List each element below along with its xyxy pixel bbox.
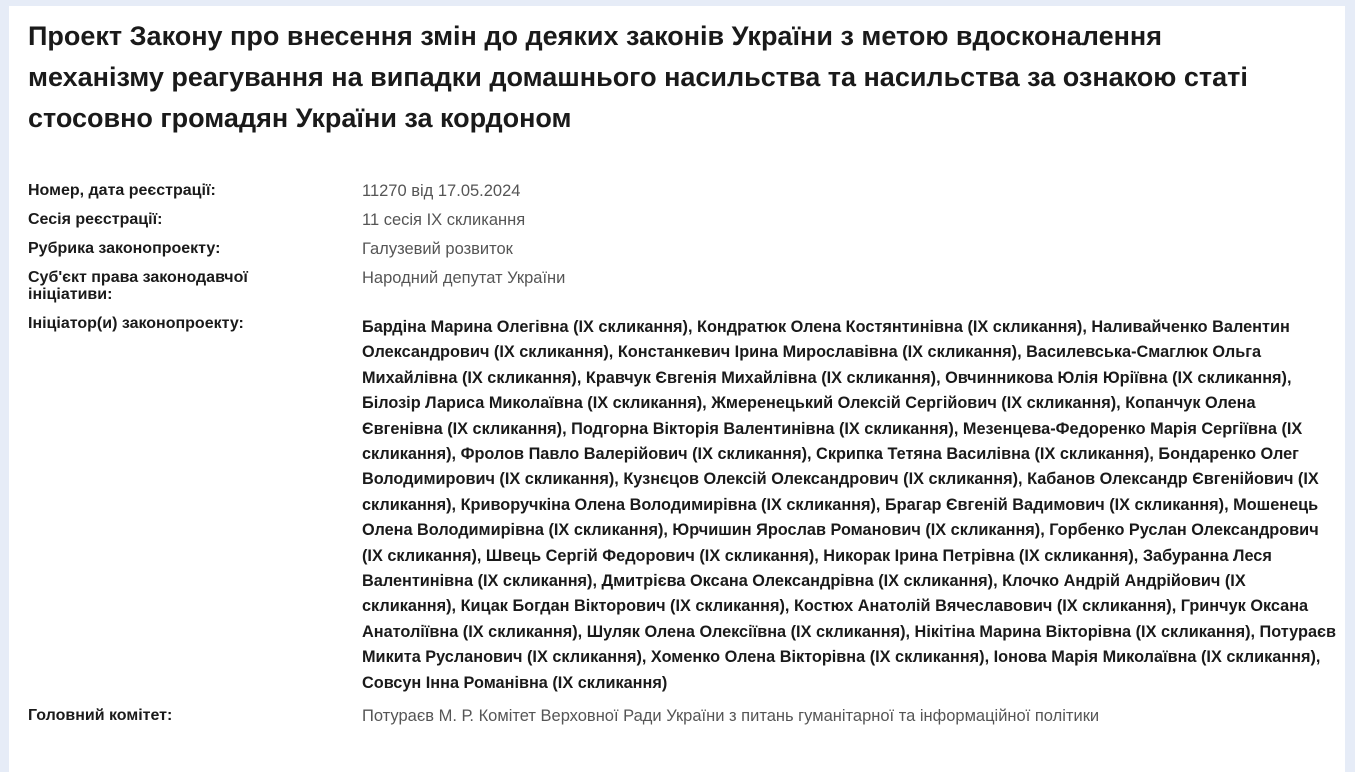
rubric-row: [28, 240, 1338, 260]
rubric-label: Рубрика законопроекту:: [28, 240, 221, 257]
subject-value: Народний депутат України: [362, 269, 566, 287]
page-frame-top: [0, 0, 1355, 6]
committee-label: Головний комітет:: [28, 707, 173, 725]
subject-row: [28, 269, 1338, 303]
bill-title: Проект Закону про внесення змін до деяких законів України з метою вдосконалення механізму реагування на випадки домашнього насильства та насильства за ознакою статі стосовно громадян України за кордоном: [28, 21, 1248, 133]
bill-properties: [28, 182, 1338, 736]
bill-card: [28, 16, 1338, 726]
initiators-label: Ініціатор(и) законопроекту:: [28, 315, 244, 332]
committee-row: [28, 707, 1338, 727]
session-row: [28, 211, 1338, 231]
page-frame-right: [1345, 0, 1355, 772]
initiators-row: [28, 315, 1338, 696]
session-value: 11 сесія IX скликання: [362, 211, 526, 229]
initiators-value: Бардіна Марина Олегівна (IX скликання), Кондратюк Олена Костянтинівна (IX скликання), Наливайченко Валентин Олександрович (IX скликання), Констанкевич Ірина Мирославівна (IX скликання), Василевська-Смаглюк Ольга Михайлівна (IX скликання), Кравчук Євгенія Михайлівна (IX скликання), Овчинникова Юлія Юріївна (IX скликання), Білозір Лариса Миколаївна (IX скликання), Жмеренецький Олексій Сергійович (IX скликання), Копанчук Олена Євгенівна (IX скликання), Подгорна Вікторія Валентинівна (IX скликання), Мезенцева-Федоренко Марія Сергіївна (IX скликання), Фролов Павло Валерійович (IX скликання), Скрипка Тетяна Василівна (IX скликання), Бондаренко Олег Володимирович (IX скликання), Кузнєцов Олексій Олександрович (IX скликання), Кабанов Олександр Євгенійович (IX скликання), Криворучкіна Олена Володимирівна (IX скликання), Брагар Євгеній Вадимович (IX скликання), Мошенець Олена Володимирівна (IX скликання), Юрчишин Ярослав Романович (IX скликання), Горбенко Руслан Олександрович (IX скликання), Швець Сергій Федорович (IX скликання), Никорак Ірина Петрівна (IX скликання), Забуранна Леся Валентинівна (IX скликання), Дмитрієва Оксана Олександрівна (IX скликання), Клочко Андрій Андрійович (IX скликання), Кицак Богдан Вікторович (IX скликання), Костюх Анатолій Вячеславович (IX скликання), Гринчук Оксана Анатоліївна (IX скликання), Шуляк Олена Олексіївна (IX скликання), Нікітіна Марина Вікторівна (IX скликання), Потураєв Микита Русланович (IX скликання), Хоменко Олена Вікторівна (IX скликання), Іонова Марія Миколаївна (IX скликання), Совсун Інна Романівна (IX скликання): [362, 318, 1337, 692]
subject-label: Суб'єкт права законодавчої ініціативи:: [28, 269, 248, 303]
registration-value: 11270 від 17.05.2024: [362, 182, 521, 200]
page-frame-left: [0, 0, 9, 772]
registration-label: Номер, дата реєстрації:: [28, 182, 216, 199]
rubric-value: Галузевий розвиток: [362, 240, 513, 258]
registration-row: [28, 182, 1338, 202]
committee-value: Потураєв М. Р. Комітет Верховної Ради України з питань гуманітарної та інформаційної політики: [362, 707, 1100, 726]
session-label: Сесія реєстрації:: [28, 211, 163, 228]
